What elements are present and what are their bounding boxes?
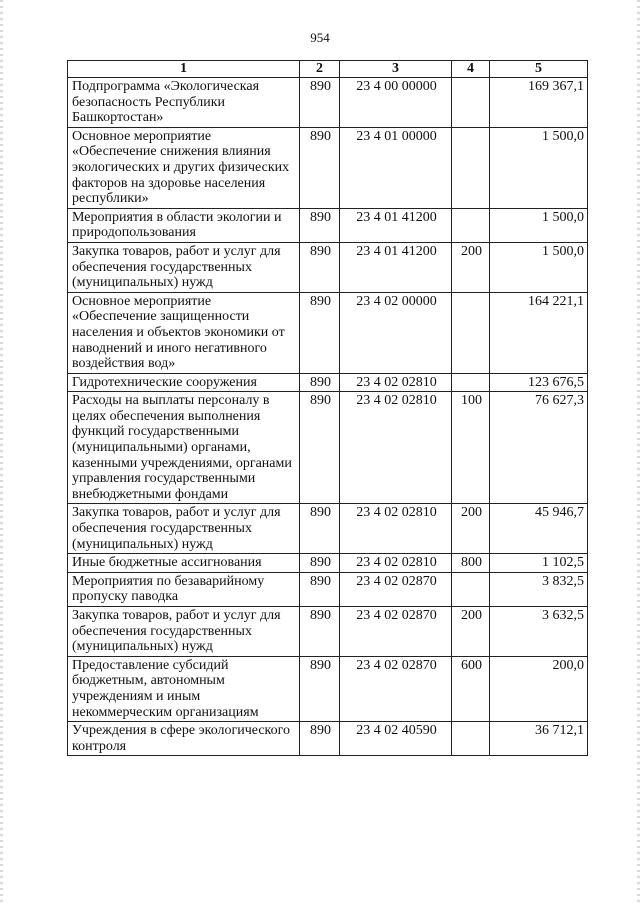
scan-edge-left	[0, 0, 3, 905]
row-csr-cell: 23 4 02 02810	[340, 392, 452, 504]
row-sum-cell: 1 102,5	[490, 554, 588, 573]
row-sum-cell: 164 221,1	[490, 292, 588, 373]
row-csr-cell: 23 4 02 40590	[340, 722, 452, 756]
row-name-cell: Основное мероприятие «Обеспечение снижения влияния экологических и других физических факторов на здоровье населения республики»	[68, 127, 300, 208]
row-vr-cell: 200	[452, 242, 490, 292]
row-csr-cell: 23 4 02 02810	[340, 373, 452, 392]
column-header-5: 5	[490, 61, 588, 78]
row-ved-cell: 890	[300, 572, 340, 606]
row-sum-cell: 169 367,1	[490, 78, 588, 128]
row-vr-cell	[452, 292, 490, 373]
table-row	[68, 292, 588, 373]
row-sum-cell: 1 500,0	[490, 208, 588, 242]
column-header-4: 4	[452, 61, 490, 78]
table-row	[68, 656, 588, 721]
row-vr-cell	[452, 572, 490, 606]
row-csr-cell: 23 4 01 41200	[340, 208, 452, 242]
row-csr-cell: 23 4 02 02870	[340, 656, 452, 721]
table-row	[68, 373, 588, 392]
table-row	[68, 392, 588, 504]
table-row	[68, 208, 588, 242]
row-name-cell: Мероприятия по безаварийному пропуску паводка	[68, 572, 300, 606]
row-csr-cell: 23 4 02 00000	[340, 292, 452, 373]
row-csr-cell: 23 4 02 02810	[340, 554, 452, 573]
column-header-2: 2	[300, 61, 340, 78]
row-name-cell: Подпрограмма «Экологическая безопасность Республики Башкортостан»	[68, 78, 300, 128]
row-sum-cell: 123 676,5	[490, 373, 588, 392]
row-name-cell: Иные бюджетные ассигнования	[68, 554, 300, 573]
row-sum-cell: 45 946,7	[490, 504, 588, 554]
row-name-cell: Учреждения в сфере экологического контроля	[68, 722, 300, 756]
row-ved-cell: 890	[300, 656, 340, 721]
row-sum-cell: 200,0	[490, 656, 588, 721]
column-header-1: 1	[68, 61, 300, 78]
row-vr-cell	[452, 722, 490, 756]
budget-table-container	[67, 60, 587, 756]
row-name-cell: Предоставление субсидий бюджетным, автономным учреждениям и иным некоммерческим организациям	[68, 656, 300, 721]
row-sum-cell: 3 832,5	[490, 572, 588, 606]
row-csr-cell: 23 4 01 00000	[340, 127, 452, 208]
row-csr-cell: 23 4 02 02810	[340, 504, 452, 554]
row-sum-cell: 36 712,1	[490, 722, 588, 756]
row-ved-cell: 890	[300, 607, 340, 657]
row-csr-cell: 23 4 02 02870	[340, 572, 452, 606]
row-name-cell: Мероприятия в области экологии и природопользования	[68, 208, 300, 242]
row-ved-cell: 890	[300, 127, 340, 208]
row-sum-cell: 76 627,3	[490, 392, 588, 504]
row-vr-cell: 100	[452, 392, 490, 504]
row-ved-cell: 890	[300, 554, 340, 573]
row-ved-cell: 890	[300, 242, 340, 292]
table-row	[68, 242, 588, 292]
table-row	[68, 722, 588, 756]
row-csr-cell: 23 4 01 41200	[340, 242, 452, 292]
row-name-cell: Основное мероприятие «Обеспечение защищенности населения и объектов экономики от наводнений и иного негативного воздействия вод»	[68, 292, 300, 373]
row-vr-cell: 800	[452, 554, 490, 573]
page-number: 954	[310, 30, 330, 45]
row-vr-cell: 200	[452, 504, 490, 554]
table-header-row	[68, 61, 588, 78]
row-sum-cell: 3 632,5	[490, 607, 588, 657]
table-row	[68, 607, 588, 657]
row-csr-cell: 23 4 02 02870	[340, 607, 452, 657]
row-name-cell: Закупка товаров, работ и услуг для обеспечения государственных (муниципальных) нужд	[68, 607, 300, 657]
table-row	[68, 127, 588, 208]
row-ved-cell: 890	[300, 208, 340, 242]
table-row	[68, 504, 588, 554]
row-ved-cell: 890	[300, 78, 340, 128]
row-vr-cell	[452, 78, 490, 128]
row-ved-cell: 890	[300, 373, 340, 392]
row-vr-cell: 200	[452, 607, 490, 657]
row-vr-cell	[452, 127, 490, 208]
column-header-3: 3	[340, 61, 452, 78]
row-sum-cell: 1 500,0	[490, 242, 588, 292]
budget-table	[67, 60, 588, 756]
table-row	[68, 572, 588, 606]
row-name-cell: Закупка товаров, работ и услуг для обеспечения государственных (муниципальных) нужд	[68, 242, 300, 292]
row-name-cell: Гидротехнические сооружения	[68, 373, 300, 392]
row-name-cell: Закупка товаров, работ и услуг для обеспечения государственных (муниципальных) нужд	[68, 504, 300, 554]
row-ved-cell: 890	[300, 292, 340, 373]
row-vr-cell	[452, 208, 490, 242]
row-vr-cell	[452, 373, 490, 392]
row-ved-cell: 890	[300, 504, 340, 554]
row-vr-cell: 600	[452, 656, 490, 721]
row-csr-cell: 23 4 00 00000	[340, 78, 452, 128]
table-row	[68, 554, 588, 573]
row-ved-cell: 890	[300, 392, 340, 504]
table-row	[68, 78, 588, 128]
row-name-cell: Расходы на выплаты персоналу в целях обеспечения выполнения функций государственными (муниципальными) органами, казенными учреждениями, органами управления государственными внебюджетными фондами	[68, 392, 300, 504]
row-ved-cell: 890	[300, 722, 340, 756]
row-sum-cell: 1 500,0	[490, 127, 588, 208]
